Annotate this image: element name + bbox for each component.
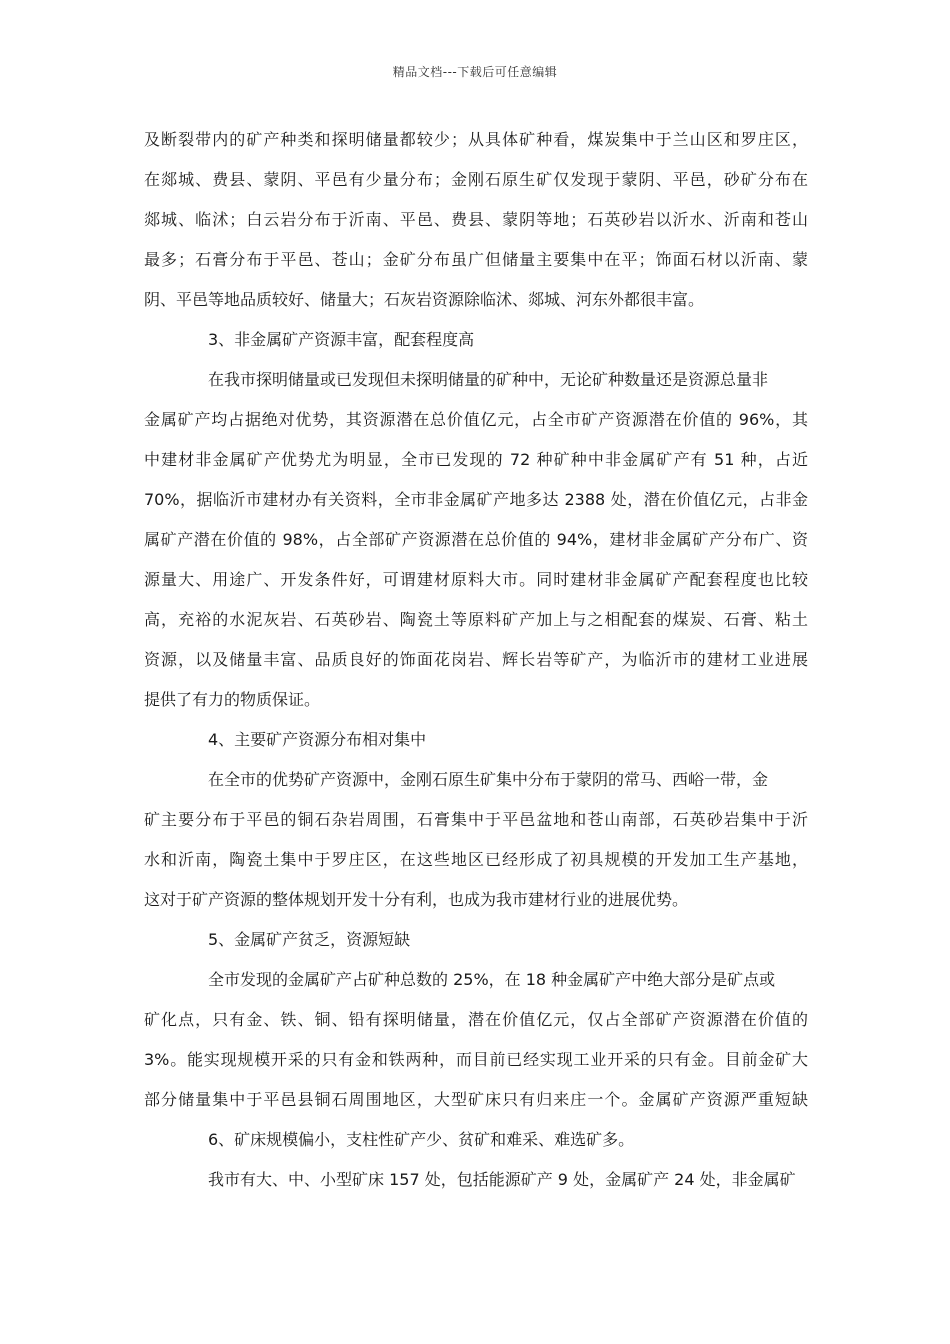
page-header: 精品文档---下载后可任意编辑 bbox=[392, 65, 558, 79]
paragraph-line: 在全市的优势矿产资源中，金刚石原生矿集中分布于蒙阴的常马、西峪一带，金 bbox=[208, 770, 769, 789]
paragraph-line: 部分储量集中于平邑县铜石周围地区，大型矿床只有归来庄一个。金属矿产资源严重短缺 bbox=[144, 1090, 808, 1109]
paragraph-line: 3%。能实现规模开采的只有金和铁两种，而目前已经实现工业开采的只有金。目前金矿大 bbox=[144, 1050, 808, 1069]
paragraph-line: 提供了有力的物质保证。 bbox=[144, 690, 321, 709]
paragraph-line: 属矿产潜在价值的 98%，占全部矿产资源潜在总价值的 94%，建材非金属矿产分布广、资 bbox=[144, 530, 808, 549]
paragraph-line: 在我市探明储量或已发现但未探明储量的矿种中，无论矿种数量还是资源总量非 bbox=[208, 370, 769, 389]
paragraph-line: 矿主要分布于平邑的铜石杂岩周围，石膏集中于平邑盆地和苍山南部，石英砂岩集中于沂 bbox=[144, 810, 808, 829]
paragraph-line: 我市有大、中、小型矿床 157 处，包括能源矿产 9 处，金属矿产 24 处，非金属矿 bbox=[208, 1170, 796, 1189]
paragraph-line: 资源，以及储量丰富、品质良好的饰面花岗岩、辉长岩等矿产，为临沂市的建材工业进展 bbox=[144, 650, 808, 669]
paragraph-line: 全市发现的金属矿产占矿种总数的 25%，在 18 种金属矿产中绝大部分是矿点或 bbox=[208, 970, 776, 989]
paragraph-line: 及断裂带内的矿产种类和探明储量都较少；从具体矿种看，煤炭集中于兰山区和罗庄区， bbox=[144, 130, 808, 149]
paragraph-line: 金属矿产均占据绝对优势，其资源潜在总价值亿元，占全市矿产资源潜在价值的 96%，其 bbox=[144, 410, 808, 429]
paragraph-line: 在郯城、费县、蒙阴、平邑有少量分布；金刚石原生矿仅发现于蒙阴、平邑，砂矿分布在 bbox=[144, 170, 808, 189]
paragraph-line: 水和沂南，陶瓷土集中于罗庄区，在这些地区已经形成了初具规模的开发加工生产基地， bbox=[144, 850, 808, 869]
paragraph-line: 中建材非金属矿产优势尤为明显，全市已发现的 72 种矿种中非金属矿产有 51 种，占近 bbox=[144, 450, 808, 469]
paragraph-line: 源量大、用途广、开发条件好，可谓建材原料大市。同时建材非金属矿产配套程度也比较 bbox=[144, 570, 808, 589]
paragraph-line: 高，充裕的水泥灰岩、石英砂岩、陶瓷土等原料矿产加上与之相配套的煤炭、石膏、粘土 bbox=[144, 610, 808, 629]
paragraph-line: 这对于矿产资源的整体规划开发十分有利，也成为我市建材行业的进展优势。 bbox=[144, 890, 689, 909]
document-body bbox=[144, 120, 808, 1200]
paragraph-line: 矿化点，只有金、铁、铜、铅有探明储量，潜在价值亿元，仅占全部矿产资源潜在价值的 bbox=[144, 1010, 808, 1029]
section-heading: 5、金属矿产贫乏，资源短缺 bbox=[208, 930, 411, 949]
section-heading: 6、矿床规模偏小，支柱性矿产少、贫矿和难采、难选矿多。 bbox=[208, 1130, 635, 1149]
section-heading: 4、主要矿产资源分布相对集中 bbox=[208, 730, 427, 749]
paragraph-line: 郯城、临沭；白云岩分布于沂南、平邑、费县、蒙阴等地；石英砂岩以沂水、沂南和苍山 bbox=[144, 210, 808, 229]
paragraph-line: 阴、平邑等地品质较好、储量大；石灰岩资源除临沭、郯城、河东外都很丰富。 bbox=[144, 290, 705, 309]
section-heading: 3、非金属矿产资源丰富，配套程度高 bbox=[208, 330, 475, 349]
paragraph-line: 70%，据临沂市建材办有关资料，全市非金属矿产地多达 2388 处，潜在价值亿元，占非金 bbox=[144, 490, 808, 509]
paragraph-line: 最多；石膏分布于平邑、苍山；金矿分布虽广但储量主要集中在平；饰面石材以沂南、蒙 bbox=[144, 250, 808, 269]
